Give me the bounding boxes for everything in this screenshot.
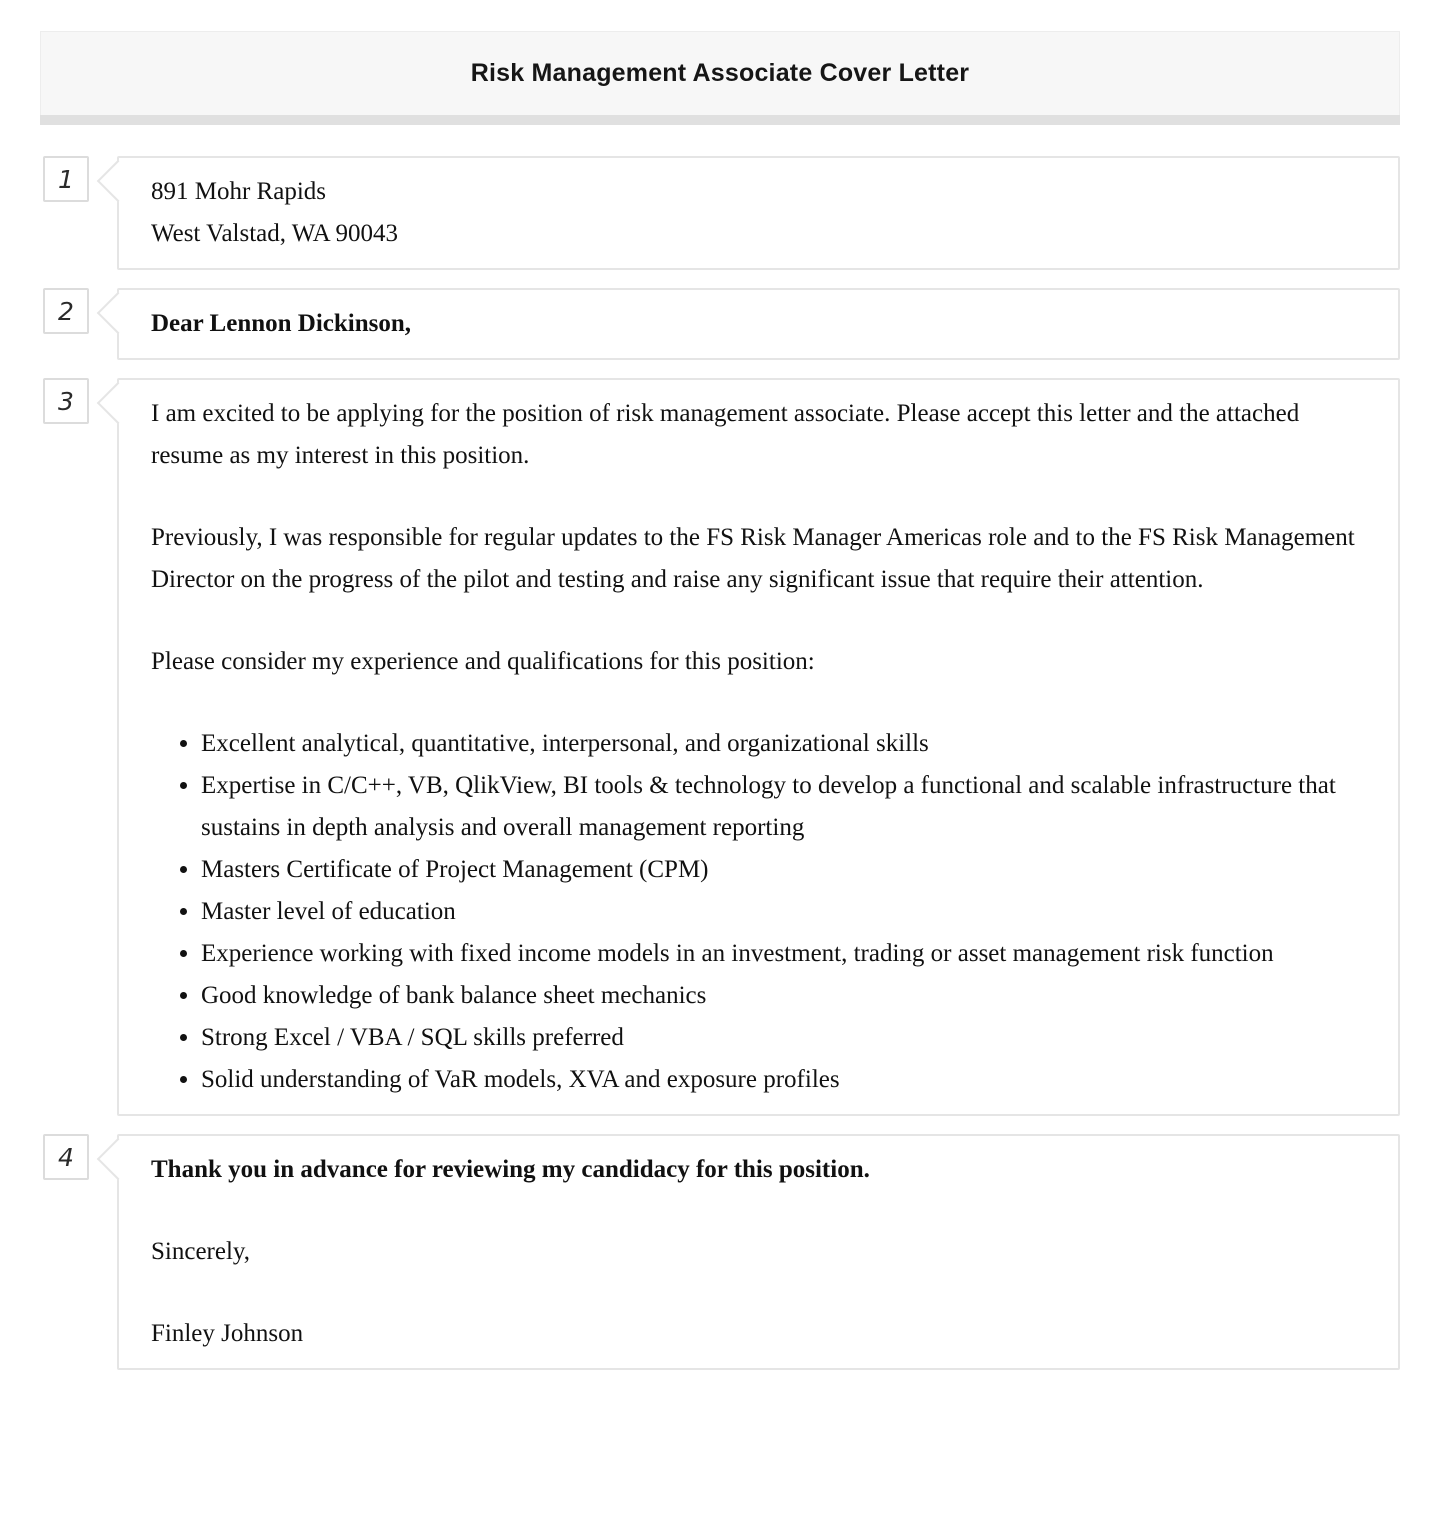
section-number-badge — [43, 378, 89, 424]
section-body — [40, 378, 1400, 1116]
section-number: 3 — [58, 386, 74, 416]
qualification-item: • Excellent analytical, quantitative, interpersonal, and organizational skills — [201, 723, 1366, 765]
address-line-2: West Valstad, WA 90043 — [151, 220, 399, 247]
section-address — [40, 156, 1400, 270]
closing-thanks: Thank you in advance for reviewing my candidacy for this position. — [151, 1156, 870, 1183]
body-box — [117, 378, 1400, 1116]
qualifications-lead: Please consider my experience and qualifications for this position: — [151, 648, 815, 675]
sections — [0, 156, 1440, 1370]
experience-paragraph: Previously, I was responsible for regular updates to the FS Risk Manager Americas role and to the FS Risk Management Director on the progress of the pilot and testing and raise any significant issue that require their attention. — [151, 524, 1355, 593]
page-title: Risk Management Associate Cover Letter — [470, 59, 970, 87]
qualification-item: • Good knowledge of bank balance sheet mechanics — [201, 975, 1366, 1017]
section-number: 4 — [58, 1142, 74, 1172]
cover-letter-page — [0, 31, 1440, 1526]
section-number-badge — [43, 1134, 89, 1180]
section-closing — [40, 1134, 1400, 1370]
header — [40, 31, 1400, 115]
section-number: 1 — [58, 164, 74, 194]
qualification-item: • Strong Excel / VBA / SQL skills preferred — [201, 1017, 1366, 1059]
qualification-item: • Solid understanding of VaR models, XVA and exposure profiles — [201, 1059, 1366, 1101]
signature-name: Finley Johnson — [151, 1320, 304, 1347]
address-line-1: 891 Mohr Rapids — [151, 178, 326, 205]
intro-paragraph: I am excited to be applying for the position of risk management associate. Please accept this letter and the attached resume as my interest in this position. — [151, 400, 1300, 469]
closing-box — [117, 1134, 1400, 1370]
section-number: 2 — [58, 296, 74, 326]
signoff: Sincerely, — [151, 1238, 251, 1265]
salutation-box — [117, 288, 1400, 360]
qualification-item: • Expertise in C/C++, VB, QlikView, BI tools & technology to develop a functional and scalable infrastructure that sustains in depth analysis and overall management reporting — [201, 765, 1366, 849]
salutation-text: Dear Lennon Dickinson, — [151, 310, 412, 337]
qualification-item: • Experience working with fixed income models in an investment, trading or asset management risk function — [201, 933, 1366, 975]
qualification-item: • Masters Certificate of Project Management (CPM) — [201, 849, 1366, 891]
header-shadow — [40, 115, 1400, 125]
qualifications-list — [151, 723, 1366, 1101]
section-salutation — [40, 288, 1400, 360]
address-box — [117, 156, 1400, 270]
section-number-badge — [43, 156, 89, 202]
qualification-item: • Master level of education — [201, 891, 1366, 933]
section-number-badge — [43, 288, 89, 334]
